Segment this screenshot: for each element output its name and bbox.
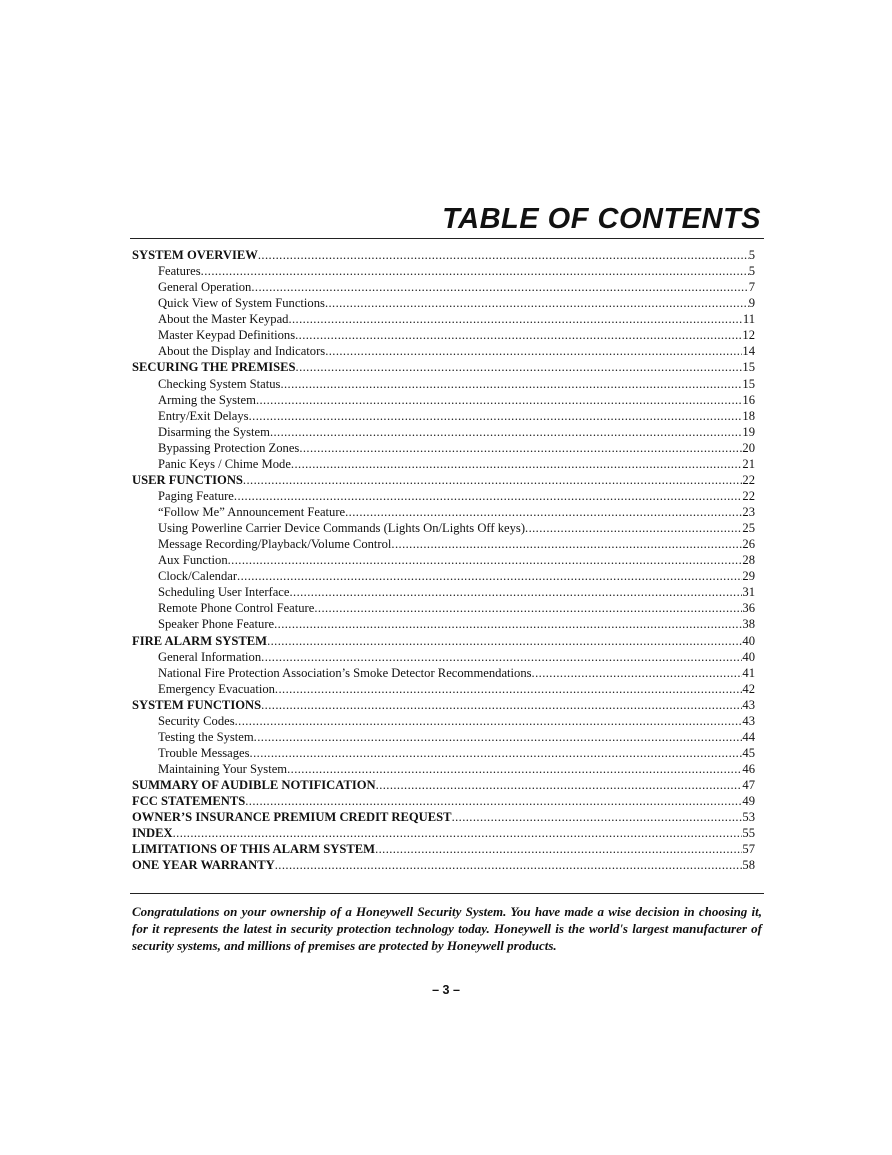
toc-subsection-entry[interactable] [132, 616, 755, 632]
dot-leader [296, 359, 743, 375]
toc-entry-page-number: 43 [742, 713, 755, 728]
toc-section-entry[interactable] [132, 247, 755, 263]
toc-subsection-entry[interactable] [132, 279, 755, 295]
table-of-contents [132, 247, 755, 873]
toc-entry-title: Message Recording/Playback/Volume Control [158, 537, 392, 552]
toc-entry-page-number: 28 [742, 553, 755, 568]
dot-leader [295, 327, 742, 343]
toc-entry-title: Entry/Exit Delays [158, 408, 249, 423]
toc-entry-title: INDEX [132, 826, 173, 841]
dot-leader [261, 649, 742, 665]
dot-leader [256, 392, 742, 408]
dot-leader [251, 279, 748, 295]
toc-subsection-entry[interactable] [132, 536, 755, 552]
toc-entry-page-number: 7 [748, 280, 755, 295]
toc-entry-page-number: 38 [742, 617, 755, 632]
dot-leader [243, 472, 742, 488]
toc-entry-title: FCC STATEMENTS [132, 794, 246, 809]
toc-subsection-entry[interactable] [132, 263, 755, 279]
toc-entry-page-number: 16 [742, 392, 755, 407]
toc-entry-page-number: 40 [742, 633, 755, 648]
toc-entry-title: Arming the System [158, 392, 256, 407]
toc-entry-page-number: 46 [742, 762, 755, 776]
toc-subsection-entry[interactable] [132, 713, 755, 729]
toc-entry-title: Bypassing Protection Zones [158, 440, 300, 455]
toc-entry-page-number: 22 [742, 488, 755, 503]
page-title: TABLE OF CONTENTS [442, 203, 761, 235]
dot-leader [235, 713, 743, 729]
toc-entry-page-number: 40 [742, 649, 755, 664]
toc-section-entry[interactable] [132, 809, 755, 825]
toc-entry-title: LIMITATIONS OF THIS ALARM SYSTEM [132, 842, 376, 857]
toc-entry-title: Testing the System [158, 729, 254, 744]
toc-section-entry[interactable] [132, 472, 755, 488]
toc-entry-title: Quick View of System Functions [158, 296, 325, 311]
toc-entry-page-number: 5 [748, 248, 755, 262]
title-divider [130, 238, 764, 239]
toc-entry-page-number: 22 [742, 472, 755, 487]
toc-subsection-entry[interactable] [132, 424, 755, 440]
toc-entry-page-number: 11 [742, 312, 755, 327]
dot-leader [275, 857, 743, 873]
toc-entry-title: Panic Keys / Chime Mode [158, 456, 291, 471]
toc-entry-title: SECURING THE PREMISES [132, 360, 296, 375]
dot-leader [270, 424, 742, 440]
dot-leader [345, 504, 742, 520]
toc-entry-title: SYSTEM FUNCTIONS [132, 697, 262, 712]
dot-leader [267, 633, 742, 649]
toc-entry-page-number: 20 [742, 440, 755, 455]
toc-entry-title: General Operation [158, 280, 252, 295]
toc-entry-title: FIRE ALARM SYSTEM [132, 633, 268, 648]
toc-entry-page-number: 29 [742, 569, 755, 584]
dot-leader [261, 697, 742, 713]
toc-subsection-entry[interactable] [132, 681, 755, 697]
toc-entry-title: Paging Feature [158, 488, 234, 503]
toc-entry-page-number: 45 [742, 745, 755, 760]
toc-entry-page-number: 15 [742, 360, 755, 375]
dot-leader [245, 793, 742, 809]
dot-leader [291, 456, 742, 472]
toc-entry-title: About the Master Keypad [158, 312, 289, 327]
dot-leader [280, 376, 742, 392]
toc-section-entry[interactable] [132, 777, 755, 793]
toc-entry-page-number: 31 [742, 585, 755, 600]
toc-subsection-entry[interactable] [132, 343, 755, 359]
toc-entry-title: National Fire Protection Association’s Smoke Detector Recommendations [158, 665, 532, 680]
toc-entry-page-number: 36 [742, 601, 755, 616]
toc-entry-title: USER FUNCTIONS [132, 472, 243, 487]
toc-entry-page-number: 18 [742, 408, 755, 423]
dot-leader [237, 568, 742, 584]
dot-leader [289, 584, 742, 600]
dot-leader [375, 841, 742, 857]
toc-subsection-entry[interactable] [132, 520, 755, 536]
dot-leader [452, 809, 743, 825]
toc-entry-title: Disarming the System [158, 424, 270, 439]
toc-subsection-entry[interactable] [132, 649, 755, 665]
toc-subsection-entry[interactable] [132, 327, 755, 343]
toc-entry-title: General Information [158, 649, 262, 664]
toc-entry-page-number: 21 [742, 456, 755, 471]
toc-section-entry[interactable] [132, 697, 755, 713]
dot-leader [325, 295, 749, 311]
toc-subsection-entry[interactable] [132, 295, 755, 311]
toc-subsection-entry[interactable] [132, 440, 755, 456]
toc-section-entry[interactable] [132, 633, 755, 649]
toc-entry-page-number: 41 [742, 665, 755, 680]
toc-entry-title: Master Keypad Definitions [158, 328, 296, 343]
dot-leader [234, 488, 743, 504]
toc-subsection-entry[interactable] [132, 311, 755, 327]
dot-leader [287, 761, 742, 777]
dot-leader [258, 247, 749, 263]
dot-leader [249, 408, 743, 424]
toc-subsection-entry[interactable] [132, 584, 755, 600]
toc-entry-title: SYSTEM OVERVIEW [132, 248, 258, 262]
congratulations-note: Congratulations on your ownership of a Honeywell Security System. You have made a wise decision in choosing it, for it represents the latest in security protection technology today. Honeywell is the world's largest manufacturer of security systems, and millions of premises are protected by Honeywell products. [132, 904, 762, 953]
toc-entry-title: Features [158, 264, 201, 279]
toc-subsection-entry[interactable] [132, 745, 755, 761]
toc-entry-page-number: 55 [742, 826, 755, 841]
dot-leader [250, 745, 743, 761]
toc-entry-page-number: 14 [742, 344, 755, 359]
toc-entry-title: Speaker Phone Feature [158, 617, 275, 632]
toc-entry-page-number: 44 [742, 729, 755, 744]
toc-entry-title: “Follow Me” Announcement Feature [158, 505, 346, 519]
toc-entry-page-number: 43 [742, 697, 755, 712]
toc-subsection-entry[interactable] [132, 504, 755, 520]
dot-leader [201, 263, 749, 279]
dot-leader [228, 552, 743, 568]
toc-section-entry[interactable] [132, 841, 755, 857]
dot-leader [254, 729, 743, 745]
toc-entry-page-number: 42 [742, 681, 755, 696]
toc-entry-page-number: 47 [742, 778, 755, 793]
toc-entry-title: Security Codes [158, 713, 235, 728]
toc-entry-title: SUMMARY OF AUDIBLE NOTIFICATION [132, 778, 376, 793]
dot-leader [288, 311, 742, 327]
toc-section-entry[interactable] [132, 857, 755, 873]
toc-subsection-entry[interactable] [132, 568, 755, 584]
toc-entry-title: OWNER’S INSURANCE PREMIUM CREDIT REQUEST [132, 810, 452, 825]
toc-entry-page-number: 12 [742, 328, 755, 343]
toc-entry-title: Scheduling User Interface [158, 585, 290, 600]
dot-leader [274, 616, 742, 632]
toc-entry-title: About the Display and Indicators [158, 344, 326, 359]
toc-entry-title: Emergency Evacuation [158, 681, 275, 696]
page-number: – 3 – [432, 983, 460, 997]
toc-entry-page-number: 25 [742, 521, 755, 536]
dot-leader [299, 440, 742, 456]
toc-subsection-entry[interactable] [132, 488, 755, 504]
toc-subsection-entry[interactable] [132, 552, 755, 568]
toc-section-entry[interactable] [132, 793, 755, 809]
toc-subsection-entry[interactable] [132, 408, 755, 424]
toc-subsection-entry[interactable] [132, 392, 755, 408]
toc-entry-title: Remote Phone Control Feature [158, 601, 315, 616]
toc-subsection-entry[interactable] [132, 600, 755, 616]
toc-entry-page-number: 57 [742, 842, 755, 857]
toc-entry-page-number: 5 [748, 264, 755, 279]
dot-leader [325, 343, 742, 359]
dot-leader [525, 520, 742, 536]
dot-leader [275, 681, 742, 697]
toc-subsection-entry[interactable] [132, 376, 755, 392]
toc-subsection-entry[interactable] [132, 665, 755, 681]
toc-section-entry[interactable] [132, 359, 755, 375]
toc-entry-title: Trouble Messages [158, 745, 250, 760]
toc-entry-title: Checking System Status [158, 376, 281, 391]
toc-entry-title: Aux Function [158, 553, 228, 568]
toc-entry-page-number: 19 [742, 424, 755, 439]
toc-entry-page-number: 26 [742, 537, 755, 552]
toc-entry-page-number: 15 [742, 376, 755, 391]
toc-divider [130, 893, 764, 894]
toc-subsection-entry[interactable] [132, 456, 755, 472]
toc-section-entry[interactable] [132, 825, 755, 841]
toc-entry-title: ONE YEAR WARRANTY [132, 858, 275, 873]
toc-entry-page-number: 23 [742, 505, 755, 519]
dot-leader [314, 600, 742, 616]
toc-entry-page-number: 53 [742, 810, 755, 825]
toc-entry-page-number: 49 [742, 794, 755, 809]
toc-subsection-entry[interactable] [132, 729, 755, 745]
dot-leader [391, 536, 742, 552]
toc-subsection-entry[interactable] [132, 761, 755, 777]
toc-entry-page-number: 9 [748, 296, 755, 311]
toc-entry-title: Clock/Calendar [158, 569, 238, 584]
dot-leader [532, 665, 743, 681]
toc-entry-page-number: 58 [742, 858, 755, 873]
dot-leader [376, 777, 743, 793]
dot-leader [173, 825, 743, 841]
toc-entry-title: Using Powerline Carrier Device Commands (Lights On/Lights Off keys) [158, 521, 526, 536]
toc-entry-title: Maintaining Your System [158, 762, 288, 776]
